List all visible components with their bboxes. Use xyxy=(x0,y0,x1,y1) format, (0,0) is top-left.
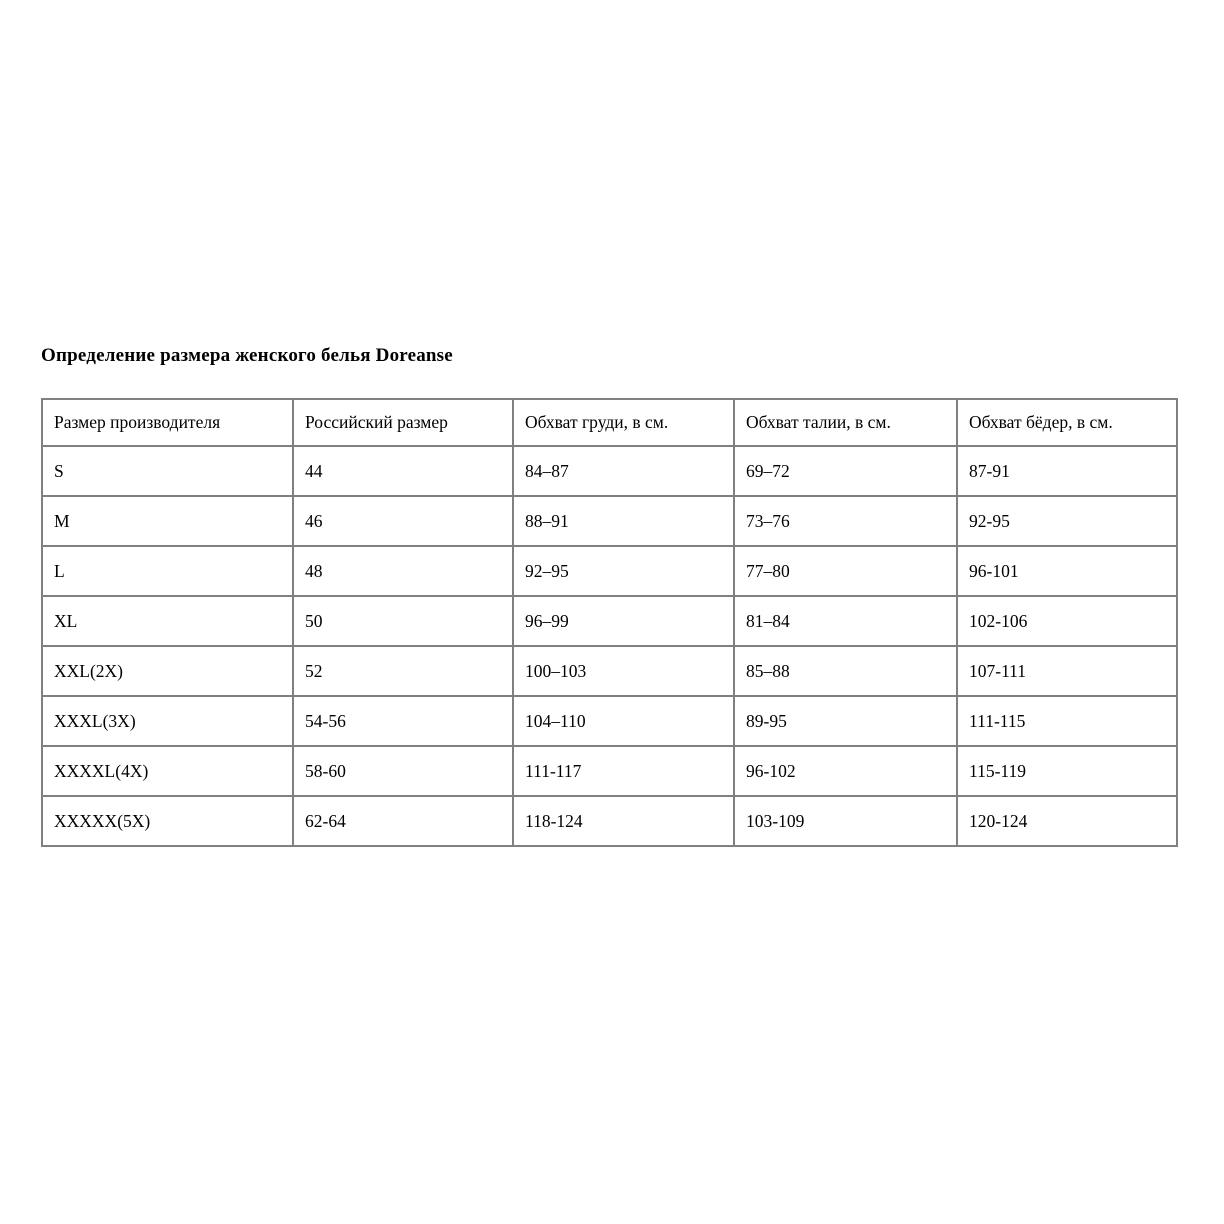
cell-russian-size: 62-64 xyxy=(293,796,513,846)
cell-chest: 88–91 xyxy=(513,496,734,546)
table-header-row xyxy=(42,399,1177,446)
table-row xyxy=(42,746,1177,796)
cell-waist: 96-102 xyxy=(734,746,957,796)
cell-hips: 107-111 xyxy=(957,646,1177,696)
cell-hips: 102-106 xyxy=(957,596,1177,646)
cell-hips: 111-115 xyxy=(957,696,1177,746)
cell-manufacturer-size: S xyxy=(42,446,293,496)
column-header-russian-size: Российский размер xyxy=(293,399,513,446)
cell-waist: 69–72 xyxy=(734,446,957,496)
cell-russian-size: 44 xyxy=(293,446,513,496)
cell-russian-size: 50 xyxy=(293,596,513,646)
column-header-manufacturer-size: Размер производителя xyxy=(42,399,293,446)
table-row xyxy=(42,696,1177,746)
table-row xyxy=(42,646,1177,696)
cell-manufacturer-size: XXXL(3X) xyxy=(42,696,293,746)
table-row xyxy=(42,446,1177,496)
cell-chest: 96–99 xyxy=(513,596,734,646)
cell-manufacturer-size: XXXXX(5X) xyxy=(42,796,293,846)
page-title: Определение размера женского белья Doreanse xyxy=(41,345,453,366)
cell-chest: 100–103 xyxy=(513,646,734,696)
cell-waist: 77–80 xyxy=(734,546,957,596)
cell-waist: 103-109 xyxy=(734,796,957,846)
cell-manufacturer-size: XXXXL(4X) xyxy=(42,746,293,796)
table-row xyxy=(42,496,1177,546)
cell-manufacturer-size: M xyxy=(42,496,293,546)
cell-hips: 92-95 xyxy=(957,496,1177,546)
cell-waist: 73–76 xyxy=(734,496,957,546)
cell-russian-size: 58-60 xyxy=(293,746,513,796)
cell-hips: 115-119 xyxy=(957,746,1177,796)
cell-chest: 92–95 xyxy=(513,546,734,596)
cell-manufacturer-size: XXL(2X) xyxy=(42,646,293,696)
cell-chest: 118-124 xyxy=(513,796,734,846)
cell-chest: 111-117 xyxy=(513,746,734,796)
column-header-waist: Обхват талии, в см. xyxy=(734,399,957,446)
cell-chest: 104–110 xyxy=(513,696,734,746)
cell-russian-size: 46 xyxy=(293,496,513,546)
cell-waist: 81–84 xyxy=(734,596,957,646)
cell-hips: 120-124 xyxy=(957,796,1177,846)
column-header-chest: Обхват груди, в см. xyxy=(513,399,734,446)
size-chart-table xyxy=(41,398,1178,847)
table-row xyxy=(42,546,1177,596)
cell-waist: 85–88 xyxy=(734,646,957,696)
cell-hips: 96-101 xyxy=(957,546,1177,596)
cell-manufacturer-size: XL xyxy=(42,596,293,646)
table-row xyxy=(42,796,1177,846)
cell-chest: 84–87 xyxy=(513,446,734,496)
cell-manufacturer-size: L xyxy=(42,546,293,596)
cell-russian-size: 52 xyxy=(293,646,513,696)
cell-russian-size: 48 xyxy=(293,546,513,596)
cell-waist: 89-95 xyxy=(734,696,957,746)
cell-russian-size: 54-56 xyxy=(293,696,513,746)
column-header-hips: Обхват бёдер, в см. xyxy=(957,399,1177,446)
table-row xyxy=(42,596,1177,646)
cell-hips: 87-91 xyxy=(957,446,1177,496)
